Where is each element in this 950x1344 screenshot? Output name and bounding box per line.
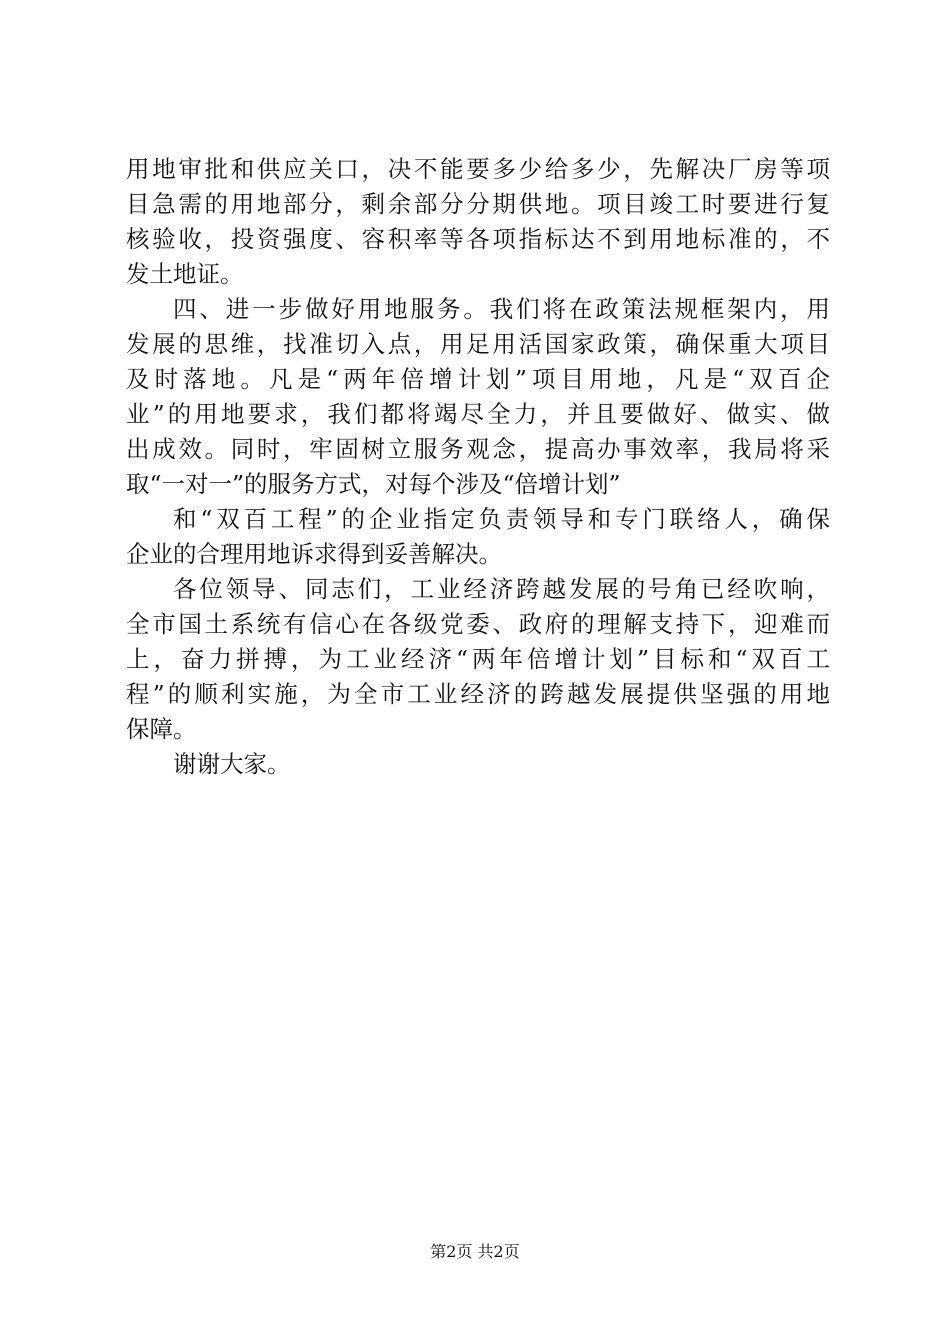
document-body (126, 152, 830, 782)
page-number-footer: 第2页 共2页 (430, 1242, 520, 1261)
text-line: 谢谢大家。 (173, 750, 291, 778)
text-line: 企业的合理用地诉求得到妥善解决。 (126, 540, 502, 568)
text-line: 各位领导、同志们，工业经济跨越发展的号角已经吹响， (173, 575, 830, 603)
paragraph (126, 747, 830, 782)
text-line: 核验收，投资强度、容积率等各项指标达不到用地标准的，不 (126, 225, 830, 253)
text-line: 发展的思维，找准切入点，用足用活国家政策，确保重大项目 (126, 330, 830, 358)
text-line: 业”的用地要求，我们都将竭尽全力，并且要做好、做实、做 (126, 400, 830, 428)
text-line: 保障。 (126, 715, 197, 743)
text-line: 目急需的用地部分，剩余部分分期供地。项目竣工时要进行复 (126, 190, 830, 218)
text-line: 四、进一步做好用地服务。我们将在政策法规框架内，用 (173, 295, 830, 323)
text-line: 上，奋力拼搏，为工业经济“两年倍增计划”目标和“双百工 (126, 645, 830, 673)
text-line: 发土地证。 (126, 260, 244, 288)
paragraph (126, 572, 830, 747)
paragraph (126, 292, 830, 502)
text-line: 全市国土系统有信心在各级党委、政府的理解支持下，迎难而 (126, 610, 830, 638)
text-line: 和“双百工程”的企业指定负责领导和专门联络人，确保 (173, 505, 830, 533)
paragraph (126, 152, 830, 292)
text-line: 程”的顺利实施，为全市工业经济的跨越发展提供坚强的用地 (126, 680, 830, 708)
text-line: 出成效。同时，牢固树立服务观念，提高办事效率，我局将采 (126, 435, 830, 463)
text-line: 用地审批和供应关口，决不能要多少给多少，先解决厂房等项 (126, 155, 830, 183)
text-line: 取“一对一”的服务方式，对每个涉及“倍增计划” (126, 470, 621, 498)
paragraph (126, 502, 830, 572)
text-line: 及时落地。凡是“两年倍增计划”项目用地，凡是“双百企 (126, 365, 830, 393)
